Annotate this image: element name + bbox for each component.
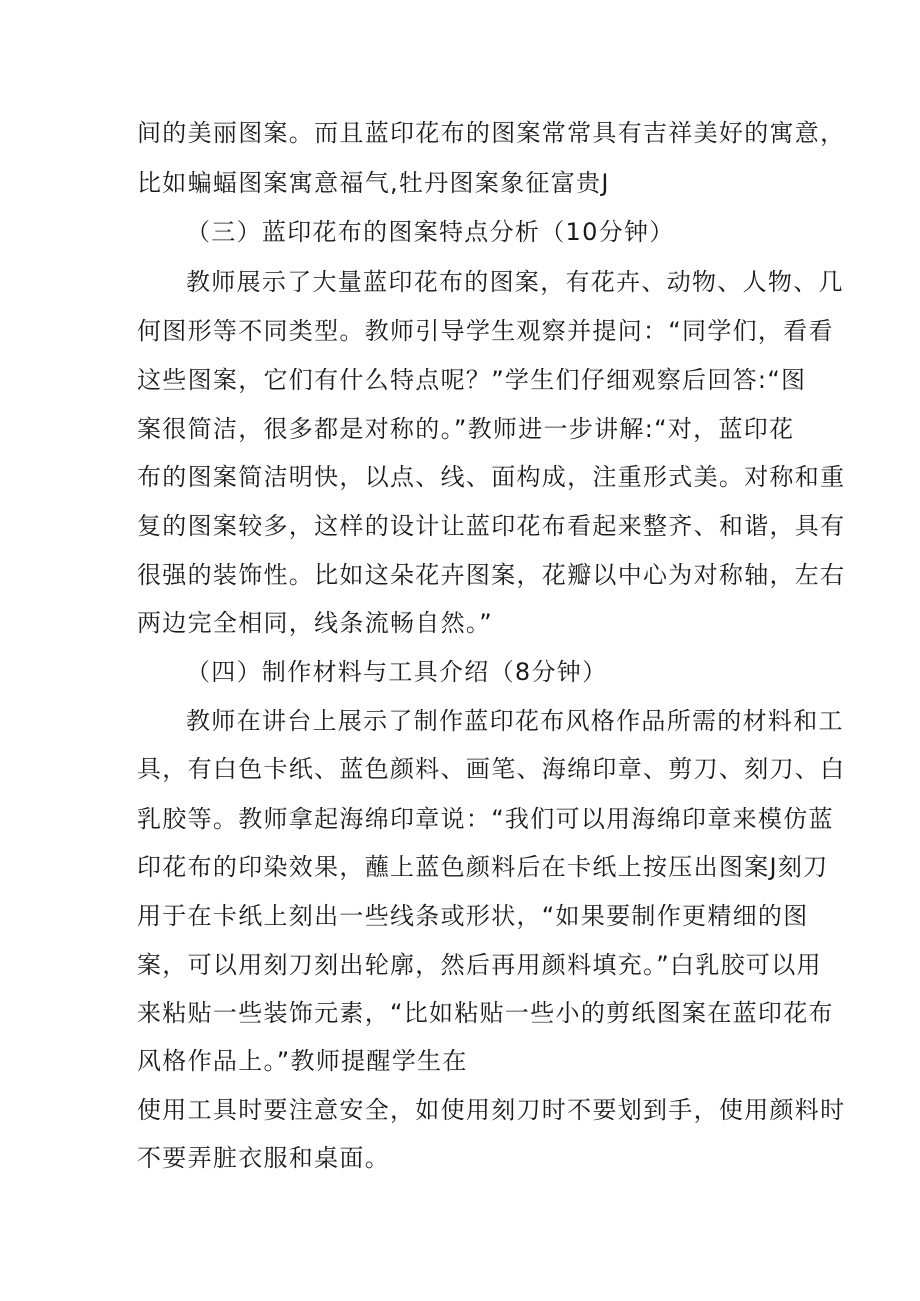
text-line: 间的美丽图案。而且蓝印花布的图案常常具有吉祥美好的寓意， — [137, 119, 846, 147]
text-line: 具，有白色卡纸、蓝色颜料、画笔、海绵印章、剪刀、刻刀、白 — [137, 755, 846, 783]
text-line: 布的图案简洁明快，以点、线、面构成，注重形式美。对称和重 — [137, 463, 846, 491]
text-line: 很强的装饰性。比如这朵花卉图案，花瓣以中心为对称轴，左右 — [137, 561, 846, 589]
text-line: 复的图案较多，这样的设计让蓝印花布看起来整齐、和谐，具有 — [137, 512, 846, 540]
text-line: 何图形等不同类型。教师引导学生观察并提问：“同学们，看看 — [137, 317, 834, 345]
text-line: 案很简洁，很多都是对称的。”教师进一步讲解:“对，蓝印花 — [137, 415, 795, 443]
text-line: 使用工具时要注意安全，如使用刻刀时不要划到手，使用颜料时 — [137, 1096, 846, 1124]
text-line: 来粘贴一些装饰元素，“比如粘贴一些小的剪纸图案在蓝印花布 — [137, 999, 834, 1027]
text-line: 案，可以用刻刀刻出轮廓，然后再用颜料填充。”白乳胶可以用 — [137, 951, 822, 979]
section-heading: （三）蓝印花布的图案特点分析（10分钟） — [186, 218, 675, 246]
text-line: 风格作品上。”教师提醒学生在 — [137, 1047, 468, 1075]
text-line: 教师在讲台上展示了制作蓝印花布风格作品所需的材料和工 — [186, 707, 844, 735]
text-line: 这些图案，它们有什么特点呢？”学生们仔细观察后回答:“图 — [137, 366, 807, 394]
text-line: 印花布的印染效果，蘸上蓝色颜料后在卡纸上按压出图案J刻刀 — [137, 853, 829, 881]
text-line: 教师展示了大量蓝印花布的图案，有花卉、动物、人物、几 — [186, 268, 844, 296]
section-heading: （四）制作材料与工具介绍（8分钟） — [186, 658, 608, 686]
text-line: 两边完全相同，线条流畅自然。” — [137, 609, 493, 637]
text-line: 乳胶等。教师拿起海绵印章说：“我们可以用海绵印章来模仿蓝 — [137, 805, 834, 833]
text-line: 比如蝙蝠图案寓意福气,牡丹图案象征富贵J — [137, 169, 610, 197]
text-line: 不要弄脏衣服和桌面。 — [137, 1144, 390, 1172]
text-line: 用于在卡纸上刻出一些线条或形状，“如果要制作更精细的图 — [137, 902, 809, 930]
